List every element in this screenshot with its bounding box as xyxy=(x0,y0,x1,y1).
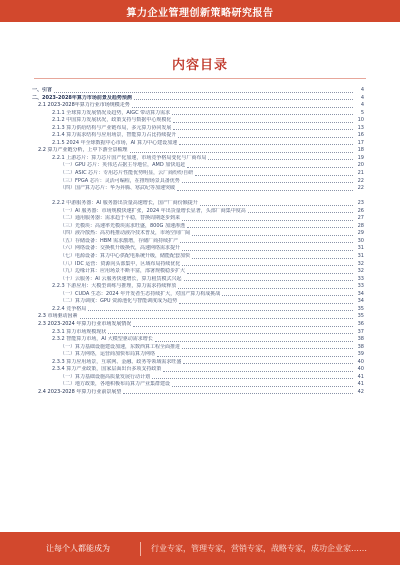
toc-dot-leader xyxy=(183,363,353,364)
toc-entry-title: （十）云服务：AI 云服务快速增长，算力租赁模式兴起 xyxy=(60,275,182,282)
toc-entry[interactable] xyxy=(32,306,364,314)
toc-entry-page: 39 xyxy=(357,351,364,358)
toc-entry-title: （九）边缘计算：应用场景不断丰富，部署规模稳步扩大 xyxy=(60,268,186,275)
toc-entry[interactable] xyxy=(32,336,364,344)
toc-entry-title: 一、引言 xyxy=(32,87,53,93)
toc-entry[interactable] xyxy=(32,208,364,216)
toc-entry[interactable] xyxy=(32,366,364,374)
toc-dot-leader xyxy=(108,333,353,334)
toc-entry-page: 18 xyxy=(357,147,364,154)
toc-dot-leader xyxy=(182,250,353,251)
toc-entry-title: （一）AI 服务器：市场规模快速扩张，2024 年出货量增长显著，头部厂商集中度高 xyxy=(60,207,246,214)
toc-dot-leader xyxy=(187,167,353,168)
toc-entry[interactable] xyxy=(32,298,364,306)
toc-entry-title: （二）ASIC 芯片：专用芯片性能优势明显，云厂商纷纷自研 xyxy=(60,170,194,177)
toc-dot-leader xyxy=(182,348,353,349)
toc-dot-leader xyxy=(178,137,353,138)
toc-entry[interactable] xyxy=(32,313,364,321)
toc-entry[interactable] xyxy=(32,261,364,269)
toc-entry-page: 31 xyxy=(357,253,364,260)
footer-band xyxy=(0,532,400,565)
toc-entry-page: 36 xyxy=(357,320,364,327)
toc-entry[interactable] xyxy=(32,155,364,163)
toc-dot-leader xyxy=(248,212,353,213)
toc-entry-page: 21 xyxy=(357,170,364,177)
toc-entry-title: 2.1.3 算力供给结构与产业链布局，多元算力协同发展 xyxy=(52,124,172,131)
toc-entry-title: （六）网络设备：交换机升级换代，高速网络需求提升 xyxy=(60,245,181,252)
toc-entry-page: 34 xyxy=(357,290,364,297)
toc-entry-page: 35 xyxy=(357,313,364,320)
toc-entry-page: 38 xyxy=(357,336,364,343)
toc-dot-leader xyxy=(130,152,353,153)
toc-entry-page: 40 xyxy=(357,366,364,373)
toc-entry-page: 32 xyxy=(357,268,364,275)
toc-dot-leader xyxy=(187,273,353,274)
toc-entry-page: 10 xyxy=(357,117,364,124)
toc-entry[interactable] xyxy=(32,344,364,352)
toc-entry-title: 2.3.1 算力市场规模现状 xyxy=(52,328,107,335)
toc-dot-leader xyxy=(54,92,353,93)
toc-entry[interactable] xyxy=(32,162,364,170)
footer-slogan-left: 让每个人都能成为 xyxy=(46,544,110,553)
toc-entry[interactable] xyxy=(32,193,364,208)
toc-entry-page: 37 xyxy=(357,328,364,335)
toc-entry-title: 2.1.2 中国算力发展状况，政策支持与数据中心规模化 xyxy=(52,117,172,124)
toc-dot-leader xyxy=(133,326,353,327)
toc-entry-title: （四）液冷散热：高功耗推动液冷技术普及，市场空间广阔 xyxy=(60,230,191,237)
toc-dot-leader xyxy=(157,356,353,357)
toc-entry-title: 2.3 2023-2024 年算力行业市场发展情况 xyxy=(38,320,132,327)
toc-entry-page: 27 xyxy=(357,215,364,222)
toc-entry-page: 17 xyxy=(357,139,364,146)
toc-entry-title: （七）电源设备：算力中心供配电系统升级，储能配套加快 xyxy=(60,253,191,260)
toc-entry-title: 2.2.3 下游应用：大模型训练与推理，算力需求持续释放 xyxy=(52,283,177,290)
toc-dot-leader xyxy=(172,114,353,115)
toc-entry-page: 32 xyxy=(357,260,364,267)
toc-dot-leader xyxy=(192,235,353,236)
toc-entry-page: 41 xyxy=(357,381,364,388)
toc-entry-title: （一）算力基础设施高质量发展行动计划 xyxy=(60,373,151,380)
toc-entry-title: 2.1.1 全球算力发展情况及趋势，AIGC 带动算力需求 xyxy=(52,109,171,116)
toc-dot-leader xyxy=(179,303,353,304)
toc-entry-title: 2.3 市场驱动因素 xyxy=(38,313,78,320)
toc-entry-title: 2.1 2023-2028年算力行业市场规模走势 xyxy=(38,102,130,109)
toc-dot-leader xyxy=(182,265,353,266)
toc-entry-title: 2.1.4 算力需求结构与应用场景，智能算力占比持续提升 xyxy=(52,132,177,139)
toc-dot-leader xyxy=(192,258,353,259)
toc-entry[interactable] xyxy=(32,140,364,148)
toc-entry[interactable] xyxy=(32,381,364,389)
toc-entry-title: （一）CUDA 生态：2024 年开发者生态持续扩大，对国产算力构成挑战 xyxy=(60,290,221,297)
toc-dot-leader xyxy=(180,242,353,243)
toc-entry[interactable] xyxy=(32,230,364,238)
toc-entry-title: （三）光模块：高速率光模块需求旺盛，800G 加速渗透 xyxy=(60,222,186,229)
toc-entry-title: 2.3.4 算力产业政策，国家层面出台多项支持政策 xyxy=(52,366,162,373)
toc-entry[interactable] xyxy=(32,283,364,291)
toc-dot-leader xyxy=(173,122,353,123)
toc-entry[interactable] xyxy=(32,125,364,133)
toc-entry[interactable] xyxy=(32,178,364,186)
toc-dot-leader xyxy=(182,182,353,183)
toc-entry-title: （五）存储设备：HBM 需求激增，存储厂商持续扩产 xyxy=(60,237,179,244)
toc-entry-title: （三）FPGA 芯片：灵活可编程，在推理场景具备优势 xyxy=(60,177,180,184)
toc-dot-leader xyxy=(163,371,353,372)
toc-dot-leader xyxy=(177,190,353,191)
toc-entry-page: 33 xyxy=(357,283,364,290)
toc-dot-leader xyxy=(172,386,353,387)
toc-entry[interactable] xyxy=(32,268,364,276)
toc-entry[interactable] xyxy=(32,117,364,125)
toc-dot-leader xyxy=(173,129,353,130)
toc-dot-leader xyxy=(208,159,353,160)
toc-entry[interactable] xyxy=(32,185,364,193)
toc-entry-page: 13 xyxy=(357,124,364,131)
toc-entry-title: （二）算力调度：GPU 资源池化与智能调度成为趋势 xyxy=(60,298,178,305)
toc-entry-title: 2.3.2 智能算力市场，AI 大模型驱动需求增长 xyxy=(52,336,153,343)
toc-entry-title: 2.2.2 中游服务器：AI 服务器出货量高速增长，国产厂商份额提升 xyxy=(52,200,198,207)
report-title: 算力企业管理创新策略研究报告 xyxy=(126,7,274,19)
toc-entry[interactable] xyxy=(32,238,364,246)
toc-dot-leader xyxy=(200,205,353,206)
toc-entry[interactable] xyxy=(32,321,364,329)
toc-entry-title: （一）算力基础设施建设加速，东数西算工程全面推进 xyxy=(60,343,181,350)
toc-entry[interactable] xyxy=(32,276,364,284)
toc-entry-page: 4 xyxy=(360,102,364,109)
toc-dot-leader xyxy=(195,175,353,176)
toc-entry-title: 2.2.1 上游芯片：算力芯片国产化加速，市场竞争格局变化与厂商布局 xyxy=(52,154,207,161)
toc-entry-page: 22 xyxy=(357,177,364,184)
footer-slogan-right: 行业专家，管理专家，营销专家，战略专家，成功企业家…… xyxy=(151,544,367,553)
toc-entry[interactable] xyxy=(32,95,364,103)
toc-entry-page: 38 xyxy=(357,343,364,350)
table-of-contents xyxy=(32,87,364,396)
toc-entry-page: 31 xyxy=(357,245,364,252)
toc-entry[interactable] xyxy=(32,291,364,299)
toc-entry-title: 2.2 算力产业链分析，上中下游全景梳理 xyxy=(38,147,128,154)
toc-dot-leader xyxy=(155,341,353,342)
toc-dot-leader xyxy=(187,227,353,228)
toc-entry-page: 34 xyxy=(357,298,364,305)
toc-entry[interactable] xyxy=(32,359,364,367)
toc-dot-leader xyxy=(134,99,353,100)
toc-entry[interactable] xyxy=(32,132,364,140)
toc-entry[interactable] xyxy=(32,374,364,382)
toc-entry-page: 28 xyxy=(357,222,364,229)
toc-entry[interactable] xyxy=(32,329,364,337)
toc-entry-page: 30 xyxy=(357,237,364,244)
toc-entry-title: （二）算力网络，运营商加快布局算力网络 xyxy=(60,351,156,358)
toc-entry-title: 2.3.3 算力应用场景，互联网、金融、政务等领域需求旺盛 xyxy=(52,358,182,365)
toc-dot-leader xyxy=(178,288,353,289)
toc-dot-leader xyxy=(184,280,354,281)
toc-dot-leader xyxy=(123,393,353,394)
toc-divider xyxy=(34,78,366,79)
toc-entry[interactable] xyxy=(32,389,364,397)
toc-entry-page: 23 xyxy=(357,200,364,207)
toc-entry-title: （二）地方政策，各地积极布局算力产业集群建设 xyxy=(60,381,171,388)
toc-dot-leader xyxy=(182,220,353,221)
toc-entry-page: 5 xyxy=(360,109,364,116)
toc-entry-page: 29 xyxy=(357,230,364,237)
toc-entry-title: （一）GPU 芯片：英伟达占据主导地位，AMD 加快追赶 xyxy=(60,162,186,169)
toc-dot-leader xyxy=(179,144,353,145)
toc-entry-page: 4 xyxy=(360,87,364,93)
toc-entry[interactable] xyxy=(32,102,364,110)
toc-entry-page: 19 xyxy=(357,154,364,161)
toc-entry-title: （八）IDC 运营：资源向头部集中，区域布局持续优化 xyxy=(60,260,181,267)
toc-entry-page: 20 xyxy=(357,162,364,169)
toc-entry-page: 35 xyxy=(357,305,364,312)
toc-entry-page: 4 xyxy=(360,94,364,101)
toc-dot-leader xyxy=(132,107,353,108)
toc-dot-leader xyxy=(222,295,353,296)
toc-entry[interactable] xyxy=(32,253,364,261)
toc-entry[interactable] xyxy=(32,110,364,118)
toc-entry-page: 42 xyxy=(357,388,364,395)
toc-entry[interactable] xyxy=(32,223,364,231)
toc-entry-page: 41 xyxy=(357,373,364,380)
toc-heading: 内容目录 xyxy=(171,58,228,73)
toc-entry[interactable] xyxy=(32,245,364,253)
toc-entry[interactable] xyxy=(32,147,364,155)
header-band xyxy=(0,0,400,22)
toc-dot-leader xyxy=(88,310,353,311)
toc-dot-leader xyxy=(152,378,353,379)
toc-dot-leader xyxy=(80,318,353,319)
toc-entry-title: 二、2023-2028年算力市场前景及趋势预测 xyxy=(32,94,132,101)
toc-entry-title: 2.4 2023-2028 年算力行业前景展望 xyxy=(38,388,122,395)
toc-entry-page: 16 xyxy=(357,132,364,139)
toc-entry-page: 40 xyxy=(357,358,364,365)
toc-entry-title: （四）国产算力芯片：华为昇腾、寒武纪等加速突破 xyxy=(60,185,176,192)
toc-entry-title: 2.1.5 2024 年全球数据中心市场，AI 算力中心建设加速 xyxy=(52,139,178,146)
toc-entry-page: 26 xyxy=(357,207,364,214)
toc-entry[interactable] xyxy=(32,351,364,359)
toc-entry[interactable] xyxy=(32,215,364,223)
toc-entry-page: 33 xyxy=(357,275,364,282)
toc-entry-page: 22 xyxy=(357,185,364,192)
toc-entry[interactable] xyxy=(32,170,364,178)
toc-entry-title: （二）通用服务器：需求趋于平稳，替换周期逐步到来 xyxy=(60,215,181,222)
toc-entry-title: 2.2.4 竞争格局 xyxy=(52,305,87,312)
toc-entry[interactable] xyxy=(32,87,364,95)
